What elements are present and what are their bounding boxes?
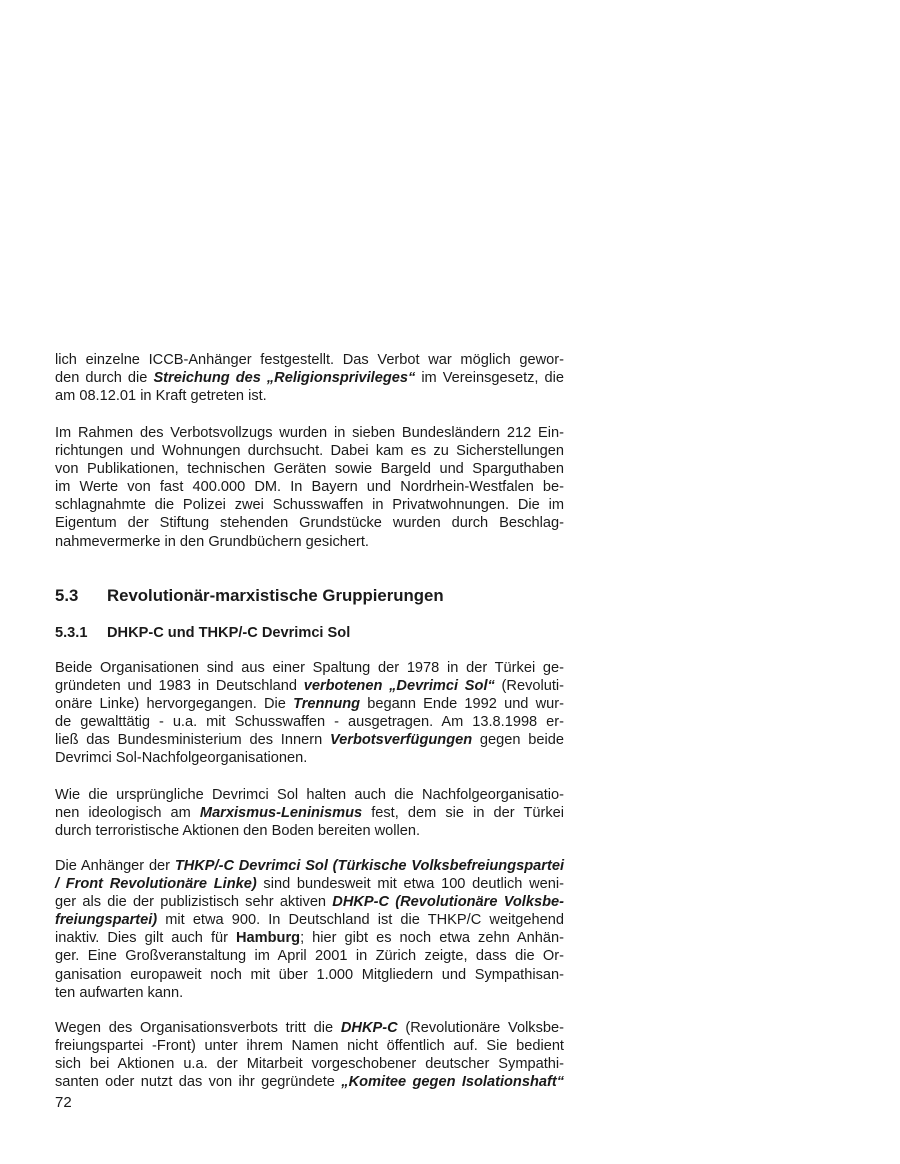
- emphasis: DHKP-C (Revolutionäre Volksbe-: [332, 894, 564, 911]
- emphasis: freiungspartei): [55, 912, 158, 929]
- text-line: ließ das Bundesministerium des Innern Verbotsverfügungen gegen beide: [55, 732, 564, 749]
- emphasis: THKP/-C Devrimci Sol (Türkische Volksbefreiungspartei: [174, 858, 564, 874]
- text-line: Wie die ursprüngliche Devrimci Sol halten auch die Nachfolgeorganisatio-: [55, 787, 564, 803]
- emphasis: Streichung des „Religionsprivileges“: [153, 370, 416, 387]
- subsection-title: DHKP-C und THKP/-C Devrimci Sol: [107, 625, 351, 641]
- section-title: Revolutionär-marxistische Gruppierungen: [107, 586, 444, 605]
- paragraph-anhaenger: [55, 857, 564, 1002]
- text-line: de gewalttätig - u.a. mit Schusswaffen - ausgetragen. Am 13.8.1998 er-: [55, 714, 564, 731]
- text-line: ganisation europaweit noch mit über 1.000 Mitgliedern und Sympathisan-: [55, 966, 564, 983]
- text-line: Eigentum der Stiftung stehenden Grundstücke wurden durch Beschlag-: [55, 515, 564, 532]
- emphasis: verbotenen „Devrimci Sol“: [303, 678, 495, 695]
- paragraph-verbot: [55, 351, 564, 405]
- emphasis: DHKP-C: [340, 1020, 398, 1036]
- text-line: ten aufwarten kann.: [55, 984, 184, 1001]
- text-line: schlagnahmte die Polizei zwei Schusswaffen in Privatwohnungen. Die im: [55, 497, 564, 514]
- text-line: richtungen und Wohnungen durchsucht. Dabei kam es zu Sicherstellungen: [55, 443, 564, 460]
- subsection-number: 5.3.1: [55, 625, 88, 641]
- section-heading: [55, 586, 444, 606]
- emphasis: Trennung: [293, 696, 361, 713]
- text-line: inaktiv. Dies gilt auch für Hamburg; hier gibt es noch etwa zehn Anhän-: [55, 930, 564, 947]
- text-line: durch terroristische Aktionen den Boden bereiten wollen.: [55, 823, 421, 840]
- text-line: ger. Eine Großveranstaltung im April 2001 in Zürich zeigte, dass die Or-: [55, 948, 564, 965]
- text-line: im Werte von fast 400.000 DM. In Bayern und Nordrhein-Westfalen be-: [55, 479, 564, 496]
- emphasis: / Front Revolutionäre Linke): [55, 876, 257, 893]
- paragraph-verbotsvollzug: [55, 424, 564, 551]
- text-line: / Front Revolutionäre Linke) sind bundesweit mit etwa 100 deutlich weni-: [55, 876, 564, 893]
- text-line: gründeten und 1983 in Deutschland verbotenen „Devrimci Sol“ (Revoluti-: [55, 678, 564, 695]
- text-line: ger als die der publizistisch sehr aktiven DHKP-C (Revolutionäre Volksbe-: [55, 894, 564, 911]
- paragraph-ideologie: [55, 786, 564, 840]
- text-line: Devrimci Sol-Nachfolgeorganisationen.: [55, 750, 308, 767]
- text-line: nahmevermerke in den Grundbüchern gesichert.: [55, 533, 369, 550]
- text-line: lich einzelne ICCB-Anhänger festgestellt. Das Verbot war möglich gewor-: [55, 352, 564, 368]
- text-line: freiungspartei) mit etwa 900. In Deutschland ist die THKP/C weitgehend: [55, 912, 564, 929]
- text-line: freiungspartei -Front) unter ihrem Namen nicht öffentlich auf. Sie bedient: [55, 1038, 564, 1055]
- emphasis: Hamburg: [236, 930, 301, 947]
- text-line: santen oder nutzt das von ihr gegründete „Komitee gegen Isolationshaft“: [55, 1074, 565, 1091]
- text-line: am 08.12.01 in Kraft getreten ist.: [55, 388, 267, 405]
- page-number: 72: [55, 1094, 72, 1111]
- text-line: nen ideologisch am Marxismus-Leninismus fest, dem sie in der Türkei: [55, 805, 564, 822]
- text-line: von Publikationen, technischen Geräten sowie Bargeld und Sparguthaben: [55, 461, 564, 478]
- text-line: Wegen des Organisationsverbots tritt die DHKP-C (Revolutionäre Volksbe-: [55, 1020, 564, 1036]
- text-line: den durch die Streichung des „Religionsprivileges“ im Vereinsgesetz, die: [55, 370, 564, 387]
- text-line: onäre Linke) hervorgegangen. Die Trennung begann Ende 1992 und wur-: [55, 696, 564, 713]
- text-line: sich bei Aktionen u.a. der Mitarbeit vorgeschobener deutscher Sympathi-: [55, 1056, 564, 1073]
- text-line: Die Anhänger der THKP/-C Devrimci Sol (Türkische Volksbefreiungspartei: [55, 858, 564, 874]
- paragraph-spaltung: [55, 659, 564, 768]
- section-number: 5.3: [55, 586, 79, 605]
- text-line: Im Rahmen des Verbotsvollzugs wurden in sieben Bundesländern 212 Ein-: [55, 425, 564, 441]
- emphasis: „Komitee gegen Isolationshaft“: [341, 1074, 565, 1091]
- paragraph-organisationsverbot: [55, 1019, 564, 1091]
- emphasis: Marxismus-Leninismus: [199, 805, 363, 822]
- subsection-heading: [55, 625, 350, 641]
- text-line: Beide Organisationen sind aus einer Spaltung der 1978 in der Türkei ge-: [55, 660, 564, 676]
- emphasis: Verbotsverfügungen: [329, 732, 473, 749]
